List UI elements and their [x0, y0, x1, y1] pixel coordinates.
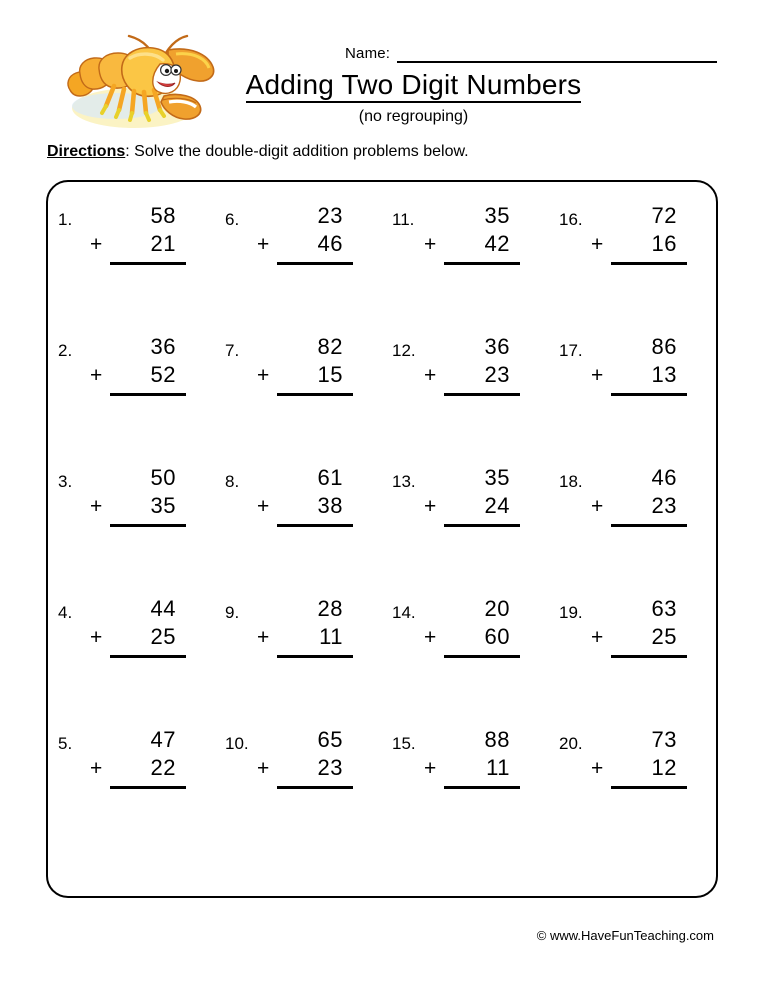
first-addend-row [257, 726, 361, 754]
plus-operator: + [424, 626, 437, 650]
vertical-addition [90, 595, 194, 658]
plus-operator: + [591, 626, 604, 650]
first-addend-row [424, 726, 528, 754]
first-addend: 35 [484, 465, 510, 490]
vertical-addition [257, 726, 361, 789]
first-addend: 63 [651, 596, 677, 621]
answer-line[interactable] [110, 524, 186, 527]
second-addend: 25 [150, 624, 176, 650]
answer-line[interactable] [444, 524, 520, 527]
directions-separator: : [125, 143, 130, 160]
second-addend-row [257, 623, 361, 652]
worksheet-header [0, 0, 772, 140]
page-title [0, 70, 772, 103]
answer-line[interactable] [277, 262, 353, 265]
plus-operator: + [257, 233, 270, 257]
answer-line[interactable] [110, 393, 186, 396]
plus-operator: + [257, 626, 270, 650]
first-addend-row [90, 333, 194, 361]
first-addend: 47 [150, 727, 176, 752]
plus-operator: + [90, 626, 103, 650]
problem-number: 6. [225, 210, 240, 229]
problem-row [48, 325, 716, 456]
answer-line[interactable] [110, 262, 186, 265]
plus-operator: + [257, 757, 270, 781]
first-addend-row [591, 333, 695, 361]
problem-number: 12. [392, 341, 416, 360]
vertical-addition [257, 464, 361, 527]
second-addend: 46 [317, 231, 343, 257]
problem-item [549, 587, 716, 718]
vertical-addition [424, 333, 528, 396]
first-addend: 86 [651, 334, 677, 359]
first-addend-row [424, 202, 528, 230]
vertical-addition [424, 726, 528, 789]
first-addend-row [591, 202, 695, 230]
problem-item [549, 456, 716, 587]
problem-item [549, 718, 716, 849]
problem-row [48, 194, 716, 325]
answer-line[interactable] [611, 655, 687, 658]
plus-operator: + [591, 364, 604, 388]
second-addend: 12 [651, 755, 677, 781]
second-addend: 42 [484, 231, 510, 257]
first-addend-row [257, 202, 361, 230]
problem-item [48, 325, 215, 456]
second-addend: 24 [484, 493, 510, 519]
plus-operator: + [424, 495, 437, 519]
problem-item [382, 587, 549, 718]
problem-number: 11. [392, 210, 415, 229]
problem-number: 8. [225, 472, 240, 491]
answer-line[interactable] [277, 786, 353, 789]
first-addend-row [90, 202, 194, 230]
problem-item [382, 194, 549, 325]
answer-line[interactable] [110, 786, 186, 789]
second-addend: 38 [317, 493, 343, 519]
vertical-addition [591, 726, 695, 789]
first-addend-row [591, 726, 695, 754]
second-addend: 52 [150, 362, 176, 388]
problem-number: 14. [392, 603, 416, 622]
first-addend-row [257, 464, 361, 492]
problem-number: 5. [58, 734, 73, 753]
second-addend: 23 [317, 755, 343, 781]
second-addend: 11 [319, 624, 343, 650]
second-addend-row [591, 754, 695, 783]
first-addend: 20 [484, 596, 510, 621]
plus-operator: + [90, 233, 103, 257]
problem-item [382, 456, 549, 587]
problem-item [382, 325, 549, 456]
page-subtitle: (no regrouping) [358, 108, 469, 125]
first-addend: 46 [651, 465, 677, 490]
problem-item [215, 587, 382, 718]
first-addend: 23 [317, 203, 343, 228]
second-addend-row [424, 361, 528, 390]
answer-line[interactable] [611, 262, 687, 265]
plus-operator: + [424, 233, 437, 257]
first-addend: 65 [317, 727, 343, 752]
second-addend-row [90, 230, 194, 259]
plus-operator: + [90, 495, 103, 519]
problem-number: 13. [392, 472, 416, 491]
directions [47, 143, 469, 161]
first-addend: 28 [317, 596, 343, 621]
first-addend-row [424, 595, 528, 623]
problem-item [48, 718, 215, 849]
name-label: Name: [345, 45, 391, 62]
first-addend-row [257, 333, 361, 361]
first-addend: 72 [651, 203, 677, 228]
problem-number: 3. [58, 472, 73, 491]
answer-line[interactable] [277, 524, 353, 527]
problem-grid [48, 182, 716, 896]
second-addend: 35 [150, 493, 176, 519]
problem-number: 10. [225, 734, 249, 753]
vertical-addition [90, 202, 194, 265]
problem-number: 19. [559, 603, 583, 622]
second-addend-row [257, 754, 361, 783]
vertical-addition [424, 464, 528, 527]
answer-line[interactable] [444, 393, 520, 396]
vertical-addition [591, 595, 695, 658]
second-addend-row [90, 361, 194, 390]
vertical-addition [424, 595, 528, 658]
problem-number: 17. [559, 341, 583, 360]
second-addend: 11 [486, 755, 510, 781]
plus-operator: + [257, 364, 270, 388]
first-addend-row [90, 464, 194, 492]
second-addend-row [591, 230, 695, 259]
plus-operator: + [424, 757, 437, 781]
problem-number: 7. [225, 341, 240, 360]
answer-line[interactable] [611, 393, 687, 396]
problem-item [215, 194, 382, 325]
second-addend-row [591, 623, 695, 652]
second-addend: 25 [651, 624, 677, 650]
second-addend: 21 [150, 231, 176, 257]
directions-label: Directions [47, 143, 126, 160]
second-addend: 15 [317, 362, 343, 388]
plus-operator: + [591, 495, 604, 519]
first-addend: 73 [651, 727, 677, 752]
problem-row [48, 718, 716, 849]
problem-row [48, 456, 716, 587]
vertical-addition [591, 333, 695, 396]
problem-row [48, 587, 716, 718]
vertical-addition [591, 464, 695, 527]
problem-number: 18. [559, 472, 583, 491]
plus-operator: + [257, 495, 270, 519]
name-input-line[interactable] [397, 46, 717, 63]
second-addend-row [424, 754, 528, 783]
page-title-text: Adding Two Digit Numbers [246, 70, 582, 103]
plus-operator: + [591, 757, 604, 781]
first-addend-row [257, 595, 361, 623]
second-addend-row [424, 623, 528, 652]
first-addend: 61 [317, 465, 343, 490]
problem-item [382, 718, 549, 849]
second-addend-row [90, 754, 194, 783]
problem-number: 15. [392, 734, 416, 753]
first-addend-row [424, 464, 528, 492]
first-addend: 88 [484, 727, 510, 752]
vertical-addition [257, 595, 361, 658]
problem-item [549, 325, 716, 456]
problem-item [48, 587, 215, 718]
second-addend-row [257, 492, 361, 521]
answer-line[interactable] [611, 524, 687, 527]
second-addend: 60 [484, 624, 510, 650]
plus-operator: + [90, 364, 103, 388]
second-addend-row [90, 492, 194, 521]
vertical-addition [591, 202, 695, 265]
problem-number: 2. [58, 341, 73, 360]
vertical-addition [424, 202, 528, 265]
second-addend: 23 [651, 493, 677, 519]
answer-line[interactable] [611, 786, 687, 789]
footer-copyright: © www.HaveFunTeaching.com [536, 928, 714, 943]
problem-box [46, 180, 718, 898]
name-field-row [345, 45, 717, 63]
problem-item [215, 718, 382, 849]
answer-line[interactable] [110, 655, 186, 658]
first-addend: 82 [317, 334, 343, 359]
problem-number: 20. [559, 734, 583, 753]
first-addend: 36 [484, 334, 510, 359]
problem-number: 9. [225, 603, 240, 622]
first-addend-row [424, 333, 528, 361]
directions-text: Solve the double-digit addition problems below. [134, 143, 469, 160]
first-addend: 50 [150, 465, 176, 490]
problem-number: 1. [58, 210, 73, 229]
second-addend-row [591, 492, 695, 521]
vertical-addition [90, 464, 194, 527]
second-addend: 13 [651, 362, 677, 388]
second-addend-row [257, 230, 361, 259]
second-addend: 22 [150, 755, 176, 781]
second-addend-row [424, 230, 528, 259]
plus-operator: + [591, 233, 604, 257]
first-addend: 36 [150, 334, 176, 359]
problem-item [48, 456, 215, 587]
problem-item [215, 456, 382, 587]
answer-line[interactable] [277, 393, 353, 396]
answer-line[interactable] [277, 655, 353, 658]
second-addend: 23 [484, 362, 510, 388]
first-addend: 44 [150, 596, 176, 621]
problem-item [48, 194, 215, 325]
problem-item [549, 194, 716, 325]
vertical-addition [90, 333, 194, 396]
second-addend-row [424, 492, 528, 521]
first-addend-row [90, 726, 194, 754]
answer-line[interactable] [444, 655, 520, 658]
plus-operator: + [424, 364, 437, 388]
vertical-addition [257, 202, 361, 265]
first-addend: 35 [484, 203, 510, 228]
vertical-addition [257, 333, 361, 396]
problem-number: 4. [58, 603, 73, 622]
problem-item [215, 325, 382, 456]
plus-operator: + [90, 757, 103, 781]
first-addend-row [591, 464, 695, 492]
answer-line[interactable] [444, 786, 520, 789]
second-addend-row [591, 361, 695, 390]
second-addend-row [90, 623, 194, 652]
second-addend: 16 [651, 231, 677, 257]
first-addend-row [90, 595, 194, 623]
first-addend-row [591, 595, 695, 623]
problem-number: 16. [559, 210, 583, 229]
answer-line[interactable] [444, 262, 520, 265]
first-addend: 58 [150, 203, 176, 228]
second-addend-row [257, 361, 361, 390]
vertical-addition [90, 726, 194, 789]
